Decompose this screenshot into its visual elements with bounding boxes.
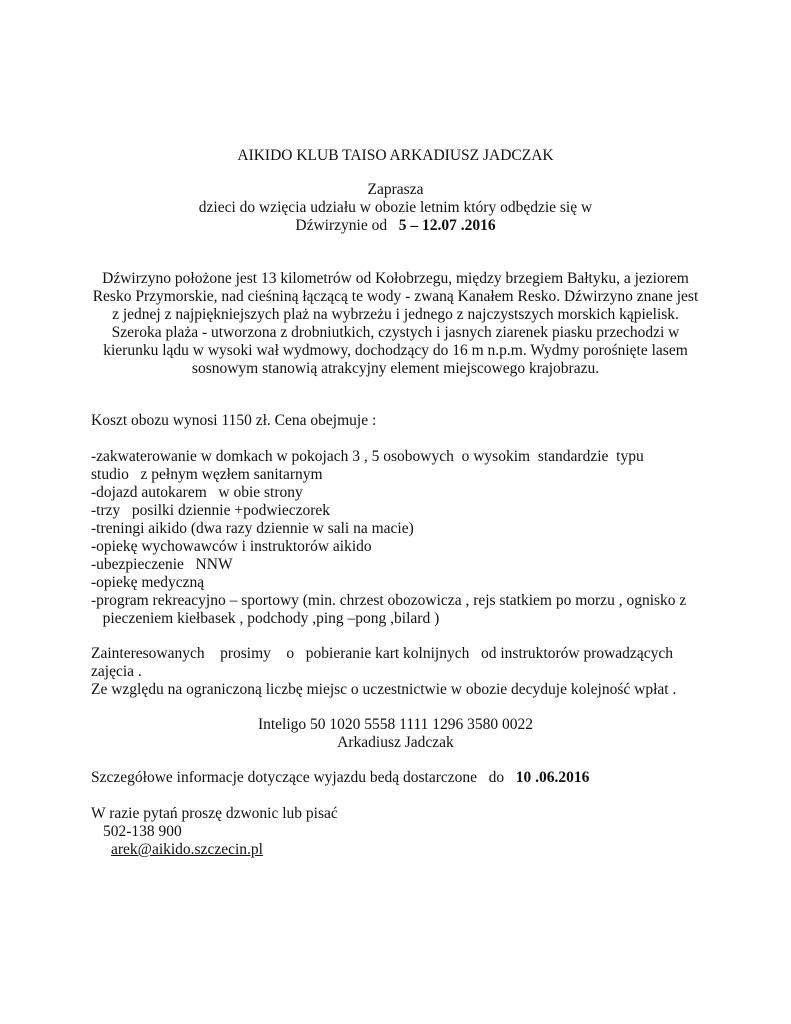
list-item: studio z pełnym węzłem sanitarnym: [91, 466, 323, 483]
description-line: sosnowym stanowią atrakcyjny element miejscowego krajobrazu.: [191, 360, 600, 377]
account-holder: Arkadiusz Jadczak: [337, 734, 454, 751]
bank-account: Inteligo 50 1020 5558 1111 1296 3580 0022: [257, 716, 534, 733]
contact-phone: 502-138 900: [103, 823, 182, 840]
camp-place-dates: [0, 217, 791, 235]
list-item: -treningi aikido (dwa razy dziennie w sali na macie): [91, 520, 414, 537]
invite-line: dzieci do wzięcia udziału w obozie letnim który odbędzie się w: [198, 199, 593, 216]
list-item: -program rekreacyjno – sportowy (min. chrzest obozowicza , rejs statkiem po morzu , ognisko z: [91, 592, 687, 609]
description-line: Dźwirzyno położone jest 13 kilometrów od Kołobrzegu, między brzegiem Bałtyku, a jeziorem: [102, 270, 689, 287]
note-line: Zainteresowanych prosimy o pobieranie kart kolnijnych od instruktorów prowadzących: [91, 645, 673, 662]
list-item: pieczeniem kiełbasek , podchody ,ping –pong ,bilard ): [91, 610, 440, 627]
description-line: Szeroka plaża - utworzona z drobniutkich, czystych i jasnych ziarenek piasku przechodzi w: [111, 324, 680, 341]
description-line: Resko Przymorskie, nad cieśniną łączącą te wody - zwaną Kanałem Resko. Dźwirzyno znane jest: [92, 288, 699, 305]
invites-text: Zaprasza: [367, 181, 424, 198]
note-line: Ze względu na ograniczoną liczbę miejsc o uczestnictwie w obozie decyduje kolejność wpłat .: [91, 681, 677, 698]
description-line: z jednej z najpiękniejszych plaż na wybrzeżu i jednego z najczystszych morskich kąpielisk.: [112, 306, 679, 323]
cost-intro: Koszt obozu wynosi 1150 zł. Cena obejmuje :: [91, 412, 377, 429]
contact-email-link[interactable]: arek@aikido.szczecin.pl: [111, 841, 263, 858]
list-item: -zakwaterowanie w domkach w pokojach 3 , 5 osobowych o wysokim standardzie typu: [91, 448, 644, 465]
details-prefix: Szczegółowe informacje dotyczące wyjazdu bedą dostarczone do: [91, 769, 516, 786]
description-line: kierunku lądu w wysoki wał wydmowy, dochodzący do 16 m n.p.m. Wydmy porośnięte lasem: [103, 342, 688, 359]
camp-dates: 5 – 12.07 .2016: [398, 217, 496, 234]
list-item: -opiekę medyczną: [91, 574, 205, 591]
note-line: zajęcia .: [91, 663, 142, 680]
list-item: -trzy posilki dziennie +podwieczorek: [91, 502, 331, 519]
club-name: AIKIDO KLUB TAISO ARKADIUSZ JADCZAK: [237, 147, 554, 164]
list-item: -ubezpieczenie NNW: [91, 556, 233, 573]
details-date: 10 .06.2016: [515, 769, 590, 786]
details-note: [91, 769, 589, 787]
place-prefix: Dźwirzynie od: [295, 217, 399, 234]
contact-intro: W razie pytań proszę dzwonic lub pisać: [91, 805, 338, 822]
list-item: -opiekę wychowawców i instruktorów aikido: [91, 538, 372, 555]
list-item: -dojazd autokarem w obie strony: [91, 484, 303, 501]
